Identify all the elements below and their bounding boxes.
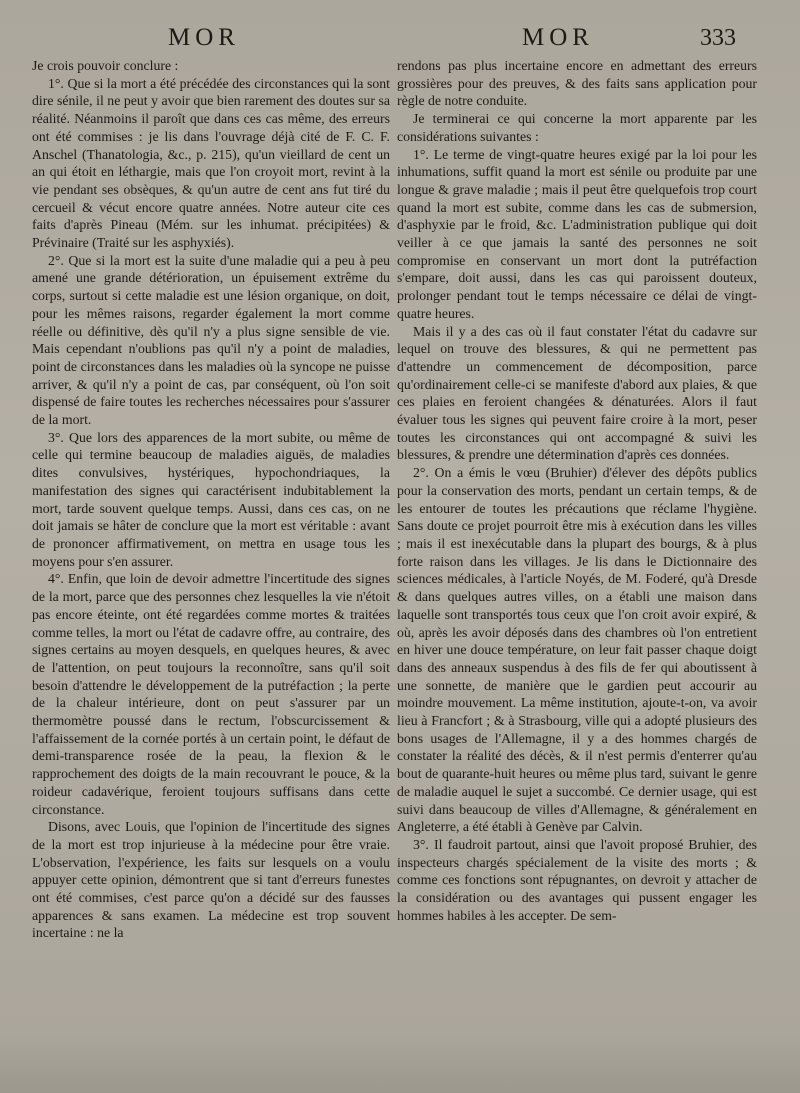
paragraph: 2°. Que si la mort est la suite d'une maladie qui a peu à peu amené une grande détérioration, un épuisement extrême du corps, surtout si cette maladie est une lésion organique, on doit, pour les mêmes raisons, regarder également la mort comme réelle ou définitive, dès qu'il n'y a plus signe sensible de vie. Mais cependant n'oublions pas qu'il n'y a point de maladies, point de circonstances dans les maladies où la syncope ne puisse arriver, & qu'il n'y a point de cas, par conséquent, où l'on soit dispensé de faire toutes les recherches nécessaires pour s'assurer de la mort. <box>32 252 390 428</box>
page-number: 333 <box>700 25 736 51</box>
running-head <box>0 22 800 58</box>
paragraph: Je terminerai ce qui concerne la mort apparente par les considérations suivantes : <box>397 111 757 144</box>
paragraph: 1°. Que si la mort a été précédée des circonstances qui la sont dire sénile, il ne peut y avoir que bien rarement des doutes sur sa réalité. Néanmoins il paroît que dans ces cas même, des erreurs ont été commises : je lis dans l'ouvrage déjà cité de F. C. F. Anschel (Thanatologia, &c., p. 215), qu'un vieillard de cent un an qui étoit en léthargie, mais que l'on croyoit mort, revint à la vie pendant ses obsèques, & qu'un autre de cent ans fut tiré du cercueil & vécut encore quatre années. Notre auteur cite ces faits d'après Pineau (Mém. sur les inhumat. précipitées) & Prévinaire (Traité sur les asphyxiés). <box>32 75 390 251</box>
running-head-left: MOR <box>168 24 240 51</box>
paragraph: 2°. On a émis le vœu (Bruhier) d'élever des dépôts publics pour la conservation des morts, pendant un certain temps, & de les entourer de toutes les précautions que réclame l'hygiène. Sans doute ce projet pourroit être mis à exécution dans les villes ; mais il est inexécutable dans la plupart des bourgs, & à plus forte raison dans les villages. Je lis dans le Dictionnaire des sciences médicales, à l'article Noyés, de M. Foderé, qu'à Dresde & dans quelques autres villes, on a établi une maison dans laquelle sont transportés tous ceux que l'on croit avoir expiré, & où, après les avoir déposés dans des chambres où l'on entretient en hiver une douce température, on leur fait passer chaque doigt dans des anneaux suspendus à des fils de fer qui aboutissent à une sonnette, de manière que le gardien peut accourir au moindre mouvement. La même institution, ajoute-t-on, va avoir lieu à Francfort ; & à Strasbourg, ville qui a adopté plusieurs des bons usages de l'Allemagne, il y a des hommes chargés de constater la réalité des décès, & il n'est permis d'enterrer qu'au bout de quarante-huit heures ou même plus tard, suivant le genre de maladie auquel le sujet a succombé. Ce dernier usage, qui est suivi dans beaucoup de villes d'Allemagne, & généralement en Angleterre, a été établi à Genève par Calvin. <box>397 465 757 835</box>
running-head-center: MOR <box>522 24 594 51</box>
paragraph: 3°. Il faudroit partout, ainsi que l'avoit proposé Bruhier, des inspecteurs chargés spécialement de la visite des morts ; & comme ces fonctions sont répugnantes, on devroit y attacher de la considération ou des avantages qui pussent engager les hommes habiles à les accepter. De sem- <box>397 836 757 923</box>
paragraph: 1°. Le terme de vingt-quatre heures exigé par la loi pour les inhumations, suffit quand la mort est sénile ou produite par une longue & grave maladie ; mais il peut être quelquefois trop court quand la mort est subite, comme dans les cas de submersion, d'asphyxie par le froid, &c. L'administration publique qui doit veiller à ce que jamais la santé des personnes ne soit compromise en conservant un mort dont la putréfaction s'empare, doit aussi, dans les cas qui paroissent douteux, prolonger pendant tout le temps nécessaire ce délai de vingt-quatre heures. <box>397 146 757 321</box>
left-column <box>32 57 390 942</box>
paragraph: rendons pas plus incertaine encore en admettant des erreurs grossières pour des preuves, & des faits sans application pour règle de notre conduite. <box>397 58 757 109</box>
paragraph: Mais il y a des cas où il faut constater l'état du cadavre sur lequel on trouve des blessures, & qui ne permettent pas d'attendre un commencement de décomposition, parce qu'ordinairement celle-ci se manifeste d'abord aux plaies, & que ces plaies en feroient changées & dénaturées. Alors il faut évaluer tous les signes qui peuvent faire croire à la mort, peser toutes les circonstances qui ont accompagné & suivi les blessures, & prendre une détermination d'après ces données. <box>397 323 757 463</box>
paragraph: 3°. Que lors des apparences de la mort subite, ou même de celle qui termine beaucoup de maladies aiguës, de maladies dites convulsives, hystériques, hypochondriaques, la manifestation des signes qui caractérisent indubitablement la mort, tarde souvent quelque temps. Aussi, dans ces cas, on ne doit jamais se hâter de conclure que la mort est véritable : avant de prononcer affirmativement, on mettra en usage tous les moyens pour s'en assurer. <box>32 429 390 569</box>
paragraph: 4°. Enfin, que loin de devoir admettre l'incertitude des signes de la mort, parce que des personnes chez lesquelles la vie n'étoit pas encore éteinte, ont été regardées comme mortes & traitées comme telles, la mort ou l'état de cadavre offre, au contraire, des signes certains au moyen desquels, en quelques heures, & avec de l'attention, on peut toujours la reconnoître, sans qu'il soit besoin d'attendre le développement de la putréfaction ; la perte de la chaleur intérieure, dont on peut s'assurer par un thermomètre poussé dans le rectum, l'obscurcissement & l'affaissement de la cornée portés à un certain point, le défaut de demi-transparence rosée de la peau, la flexion & le rapprochement des doigts de la main recouvrant le pouce, & la roideur cadavérique, feroient toujours suffisans dans cette circonstance. <box>32 571 390 817</box>
right-column <box>397 57 757 924</box>
page-bottom-shadow <box>0 1033 800 1093</box>
paragraph: Je crois pouvoir conclure : <box>32 58 179 73</box>
paragraph: Disons, avec Louis, que l'opinion de l'incertitude des signes de la mort est trop injurieuse à la médecine pour être vraie. L'observation, l'expérience, les faits sur lesquels on a voulu appuyer cette opinion, démontrent que si tant d'erreurs funestes ont été commises, c'est parce qu'on a décidé sur des fausses apparences & sans examen. La médecine est trop souvent incertaine : ne la <box>32 819 390 941</box>
